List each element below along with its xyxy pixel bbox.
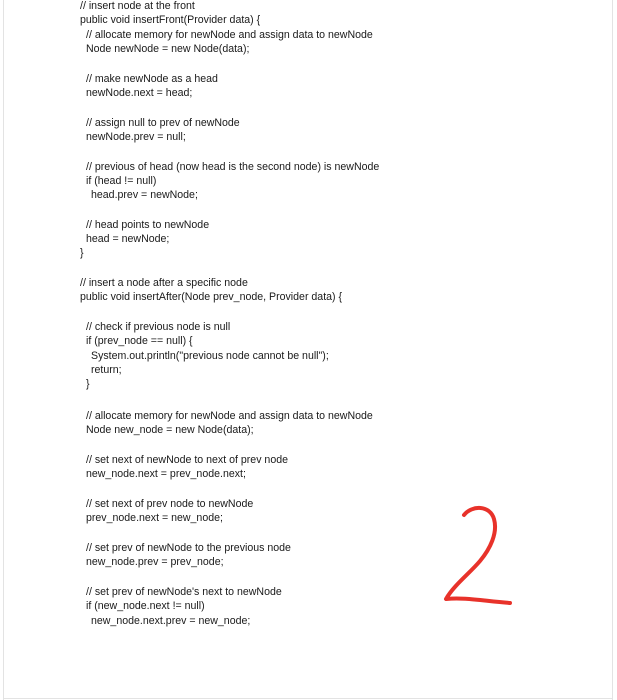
code-line: head.prev = newNode;	[91, 189, 198, 201]
code-line: newNode.prev = null;	[86, 131, 186, 143]
code-line: // head points to newNode	[86, 219, 210, 231]
code-line: public void insertAfter(Node prev_node, Provider data) {	[80, 291, 343, 303]
code-line: if (head != null)	[86, 175, 157, 187]
code-line: new_node.prev = prev_node;	[86, 556, 224, 568]
page-edge-left	[3, 0, 4, 700]
code-line: // insert node at the front	[80, 0, 195, 12]
code-line: }	[86, 378, 90, 390]
code-line: Node newNode = new Node(data);	[86, 43, 250, 55]
page-edge-bottom	[3, 698, 613, 699]
code-line: // make newNode as a head	[86, 73, 218, 85]
code-line: new_node.next.prev = new_node;	[91, 615, 251, 627]
code-line: // set prev of newNode's next to newNode	[86, 586, 282, 598]
code-line: if (prev_node == null) {	[86, 335, 193, 347]
code-line: return;	[91, 364, 122, 376]
code-line: // allocate memory for newNode and assign data to newNode	[86, 410, 373, 422]
code-line: }	[80, 247, 84, 259]
code-line: // check if previous node is null	[86, 321, 231, 333]
code-line: // allocate memory for newNode and assign data to newNode	[86, 29, 373, 41]
code-line: prev_node.next = new_node;	[86, 512, 223, 524]
handwritten-number-annotation	[440, 503, 516, 609]
code-line: // previous of head (now head is the second node) is newNode	[86, 161, 380, 173]
code-line: // set next of newNode to next of prev node	[86, 454, 288, 466]
code-line: newNode.next = head;	[86, 87, 193, 99]
code-line: // set prev of newNode to the previous node	[86, 542, 291, 554]
code-line: new_node.next = prev_node.next;	[86, 468, 246, 480]
code-line: // insert a node after a specific node	[80, 277, 248, 289]
code-line: public void insertFront(Provider data) {	[80, 14, 261, 26]
code-line: // assign null to prev of newNode	[86, 117, 240, 129]
annotation-stroke	[446, 508, 510, 603]
page-edge-right	[612, 0, 613, 700]
code-line: // set next of prev node to newNode	[86, 498, 254, 510]
code-line: Node new_node = new Node(data);	[86, 424, 254, 436]
code-line: if (new_node.next != null)	[86, 600, 205, 612]
code-line: head = newNode;	[86, 233, 170, 245]
code-line: System.out.println("previous node cannot be null");	[91, 350, 329, 362]
